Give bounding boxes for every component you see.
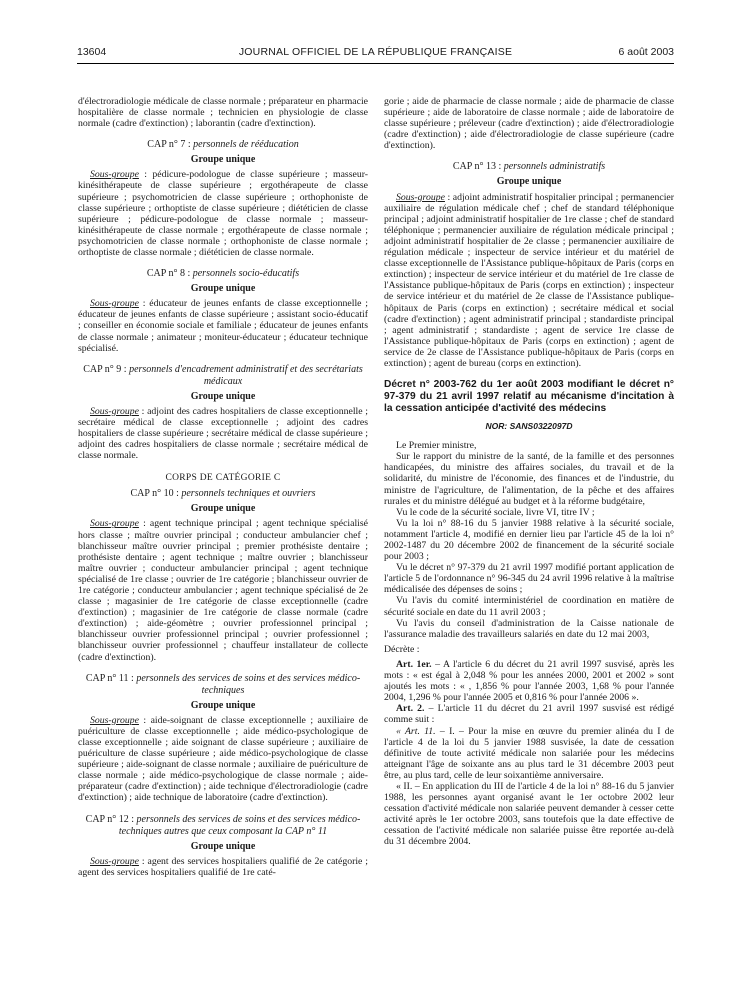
right-column xyxy=(384,96,674,848)
intro-paragraph: d'électroradiologie médicale de classe normale ; préparateur en pharmacie hospitalière de classe normale ; technicien en physiologie de classe normale (cadre d'extinction) ; laborantin (cadre d'extinction). xyxy=(78,96,368,130)
page-header xyxy=(77,46,674,62)
cap-7-heading: CAP n° 7 : personnels de rééducation xyxy=(147,139,299,151)
cap-8-group: Groupe unique xyxy=(190,283,256,295)
corps-categorie-c: CORPS DE CATÉGORIE C xyxy=(165,473,281,484)
rapport-paragraph: Sur le rapport du ministre de la santé, de la famille et des personnes handicapées, du ministre des affaires sociales, du travail et de la solidarité, du ministre de l'économie, des finances et de l'industrie, du ministre de l'agriculture, de l'alimentation, de la pêche et des affaires rurales et du ministre délégué au budget et à la réforme budgétaire, xyxy=(384,451,674,507)
journal-title: JOURNAL OFFICIEL DE LA RÉPUBLIQUE FRANÇAISE xyxy=(238,46,513,58)
cap-8-heading: CAP n° 8 : personnels socio-éducatifs xyxy=(146,268,300,280)
cap-12-text: Sous-groupe : agent des services hospitaliers qualifié de 2e catégorie ; agent des services hospitaliers qualifié de 1re caté- xyxy=(78,855,368,878)
issue-date: 6 août 2003 xyxy=(618,46,674,58)
cap-12-heading: CAP n° 12 : personnels des services de soins et des services médico-techniques autres que ceux composant la CAP n° 11 xyxy=(85,813,361,837)
premier-ministre: Le Premier ministre, xyxy=(396,440,477,452)
vu-decret-paragraph: Vu le décret n° 97-379 du 21 avril 1997 modifié portant application de l'article 5 de l'ordonnance n° 96-345 du 24 avril 1996 relative à la maîtrise médicalisée des dépenses de soins ; xyxy=(384,562,674,596)
continued-paragraph: gorie ; aide de pharmacie de classe normale ; aide de pharmacie de classe supérieure ; aide de laboratoire de classe normale ; aide de laboratoire de classe supérieure ; préleveur (cadre d'extinction) ; aide d'électroradiologie (cadre d'extinction) ; aide d'électroradiologie de classe supérieure (cadre d'extinction). xyxy=(384,96,674,152)
cap-11-group: Groupe unique xyxy=(190,699,256,711)
cap-9-group: Groupe unique xyxy=(190,390,256,402)
cap-13-heading: CAP n° 13 : personnels administratifs xyxy=(452,161,606,173)
article-11-i: « Art. 11. – I. – Pour la mise en œuvre du premier alinéa du I de l'article 4 de la loi du 5 janvier 1988 susvisée, la date de cessation définitive de toute activité médicale non salariée pour les médecins atteignant l'âge de soixante ans au plus tard le 31 décembre 2003 peut être, au plus tard, celle de leur soixantième anniversaire. xyxy=(384,725,674,781)
vu-avis-conseil-paragraph: Vu l'avis du conseil d'administration de la Caisse nationale de l'assurance maladie des travailleurs salariés en date du 12 mai 2003, xyxy=(384,617,674,640)
cap-10-text: Sous-groupe : agent technique principal ; agent technique spécialisé hors classe ; maître ouvrier principal ; conducteur ambulancier chef ; blanchisseur maître ouvrier principal ; premier prothésiste dentaire ; prothésiste dentaire ; agent technique ; maître ouvrier ; blanchisseur maître ouvrier ; conducteur ambulancier principal ; agent technique spécialisé de 1re classe ; ouvrier de 1re catégorie ; blanchisseur ouvrier de 1re catégorie ; conducteur ambulancier ; agent technique spécialisé de 2e classe ; magasinier de 1re catégorie de classe exceptionnelle (cadre d'extinction) ; magasinier de 1re catégorie de classe normale (cadre d'extinction) ; aide-géomètre ; ouvrier professionnel principal ; blanchisseur ouvrier professionnel principal ; ouvrier professionnel ; blanchisseur ouvrier professionnel ; chauffeur installateur de collecte (cadre d'extinction). xyxy=(78,518,368,663)
decrete-line: Décrète : xyxy=(384,643,420,655)
cap-12-group: Groupe unique xyxy=(190,840,256,852)
cap-11-heading: CAP n° 11 : personnels des services de soins et des services médico-techniques xyxy=(85,672,361,696)
nor-reference: NOR: SANS0322097D xyxy=(485,421,573,432)
cap-11-text: Sous-groupe : aide-soignant de classe exceptionnelle ; auxiliaire de puériculture de classe exceptionnelle ; aide médico-psychologique de classe exceptionnelle ; aide soignant de classe supérieure ; auxiliaire de puériculture de classe supérieure ; aide médico-psychologique de classe supérieure ; aide-soignant de classe normale ; auxiliaire de puériculture de classe normale ; aide médico-psychologique de classe normale ; aide-préparateur (cadre d'extinction) ; aide technique d'électroradiologie (cadre d'extinction) ; aide technique de laboratoire (cadre d'extinction). xyxy=(78,714,368,804)
vu-avis-comite-paragraph: Vu l'avis du comité interministériel de coordination en matière de sécurité sociale en date du 11 avril 2003 ; xyxy=(384,595,674,618)
cap-9-text: Sous-groupe : adjoint des cadres hospitaliers de classe exceptionnelle ; secrétaire médical de classe exceptionnelle ; adjoint des cadres hospitaliers de classe supérieure ; secrétaire médical de classe supérieure ; adjoint des cadres hospitaliers de classe normale ; secrétaire médical de classe normale. xyxy=(78,405,368,462)
page-number: 13604 xyxy=(77,46,107,58)
cap-13-group: Groupe unique xyxy=(496,176,562,188)
cap-7-group: Groupe unique xyxy=(190,154,256,166)
header-rule xyxy=(77,63,674,64)
cap-13-text: Sous-groupe : adjoint administratif hospitalier principal ; permanencier auxiliaire de régulation médicale chef ; chef de standard téléphonique principal ; adjoint administratif hospitalier de 1re classe ; chef de standard téléphonique ; permanencier auxiliaire de régulation médicale principal ; adjoint administratif hospitalier de 2e classe ; permanencier auxiliaire de régulation médicale ; inspecteur de service intérieur et du matériel de classe exceptionnelle de l'Assistance publique-hôpitaux de Paris (corps en extinction) ; inspecteur de service intérieur et du matériel de 1re classe de l'Assistance publique-hôpitaux de Paris (corps en extinction) ; inspecteur de service intérieur et du matériel de 2e classe de l'Assistance publique-hôpitaux de Paris (corps en extinction) ; secrétaire médical et social (cadre d'extinction) ; agent administratif principal ; standardiste principal ; agent administratif ; standardiste ; agent de service 1re classe de l'Assistance publique-hôpitaux de Paris (corps en extinction) ; agent de service de 2e classe de l'Assistance publique-hôpitaux de Paris (corps en extinction) ; agent de bureau (corps en extinction). xyxy=(384,191,674,369)
cap-7-text: Sous-groupe : pédicure-podologue de classe supérieure ; masseur-kinésithérapeute de classe supérieure ; ergothérapeute de classe supérieure ; psychomotricien de classe supérieure ; orthophoniste de classe supérieure ; orthoptiste de classe supérieure ; diététicien de classe supérieure ; pédicure-podologue de classe normale ; masseur-kinésithérapeute de classe normale ; ergothérapeute de classe normale ; psychomotricien de classe normale ; orthophoniste de classe normale ; orthoptiste de classe normale ; diététicien de classe normale. xyxy=(78,169,368,259)
cap-8-text: Sous-groupe : éducateur de jeunes enfants de classe exceptionnelle ; éducateur de jeunes enfants de classe supérieure ; assistant socio-éducatif ; conseiller en économie sociale et familiale ; éducateur de jeunes enfants de classe normale ; animateur ; moniteur-éducateur ; éducateur technique spécialisé. xyxy=(78,298,368,354)
vu-loi-paragraph: Vu la loi n° 88-16 du 5 janvier 1988 relative à la sécurité sociale, notamment l'article 4, modifié en dernier lieu par l'article 45 de la loi n° 2002-1487 du 20 décembre 2002 de financement de la sécurité sociale pour 2003 ; xyxy=(384,517,674,563)
cap-10-heading: CAP n° 10 : personnels techniques et ouvriers xyxy=(130,488,316,500)
cap-9-heading: CAP n° 9 : personnels d'encadrement administratif et des secrétariats médicaux xyxy=(83,363,363,387)
decret-title: Décret n° 2003-762 du 1er août 2003 modifiant le décret n° 97-379 du 21 avril 1997 relatif au mécanisme d'incitation à la cessation anticipée d'activité des médecins xyxy=(384,379,674,415)
article-2: Art. 2. – L'article 11 du décret du 21 avril 1997 susvisé est rédigé comme suit : xyxy=(384,703,674,726)
article-11-ii: « II. – En application du III de l'article 4 de la loi n° 88-16 du 5 janvier 1988, les personnes ayant organisé avant le 1er octobre 2002 leur cessation d'activité médicale non salariée peuvent demander à cesser cette activité après le 1er octobre 2003, sans toutefois que la date effective de cessation de l'activité médicale non salariée puisse être reportée au-delà du 31 décembre 2004. xyxy=(384,780,674,848)
left-column xyxy=(78,96,368,878)
cap-10-group: Groupe unique xyxy=(190,503,256,515)
vu-code-paragraph: Vu le code de la sécurité sociale, livre VI, titre IV ; xyxy=(396,506,595,518)
article-1: Art. 1er. – A l'article 6 du décret du 21 avril 1997 susvisé, après les mots : « est égal à 2,048 % pour les années 2000, 2001 et 2002 » sont ajoutés les mots : « , 1,856 % pour l'année 2003, 1,68 % pour l'année 2004, 1,296 % pour l'année 2005 et 0,816 % pour l'année 2006 ». xyxy=(384,658,674,704)
